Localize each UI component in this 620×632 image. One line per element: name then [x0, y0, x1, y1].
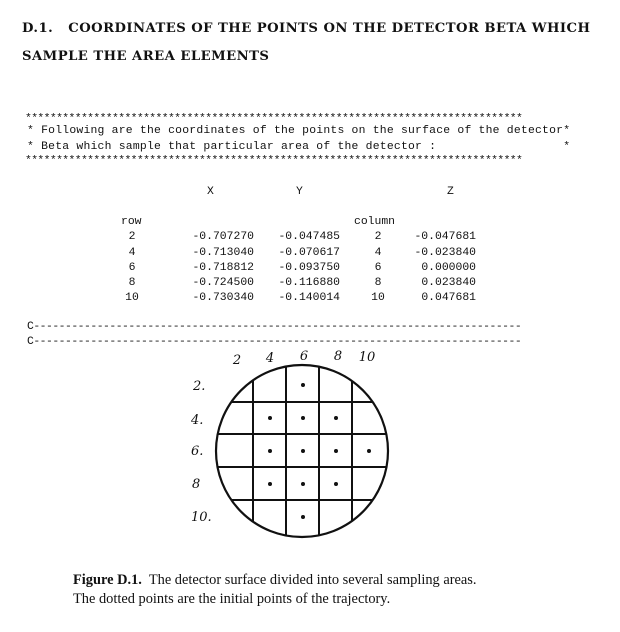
figure-row-label: 2.: [193, 379, 206, 394]
sampling-point: [334, 449, 338, 453]
z-value: 0.000000: [421, 262, 476, 274]
row-index: 2: [128, 231, 136, 243]
row-label-header: row: [121, 216, 142, 228]
z-value: 0.023840: [421, 277, 476, 289]
figure-caption-label: Figure D.1.: [73, 572, 142, 588]
column-header-z: Z: [447, 186, 454, 198]
row-index: 8: [128, 277, 136, 289]
figure-column-label: 4: [265, 351, 275, 366]
x-value: -0.730340: [192, 292, 254, 304]
sampling-point: [268, 449, 272, 453]
y-value: -0.047485: [278, 231, 340, 243]
row-index: 6: [128, 262, 136, 274]
y-value: -0.093750: [278, 262, 340, 274]
comment-line: C-----------------------------------------------------------------------------: [27, 336, 522, 348]
banner-text-line2: * Beta which sample that particular area of the detector : *: [27, 141, 571, 153]
section-number: D.1.: [22, 21, 54, 36]
sampling-point: [301, 515, 305, 519]
y-value: -0.140014: [278, 292, 340, 304]
figure-column-label: 6: [299, 349, 309, 364]
figure-caption-line1: [73, 572, 476, 589]
figure-row-label: 6.: [191, 444, 204, 459]
banner-star-line-top: ********************************************************************************: [25, 113, 523, 125]
x-value: -0.713040: [192, 247, 254, 259]
column-index: 10: [371, 292, 385, 304]
sampling-point: [301, 416, 305, 420]
sampling-point: [334, 482, 338, 486]
column-header-y: Y: [296, 186, 303, 198]
x-value: -0.718812: [192, 262, 254, 274]
sampling-point: [367, 449, 371, 453]
figure-caption-line2: The dotted points are the initial points of the trajectory.: [73, 591, 391, 607]
banner-star-line-bottom: ********************************************************************************: [25, 155, 523, 167]
column-label-header: column: [354, 216, 396, 228]
figure-row-label: 8: [192, 477, 201, 492]
column-index: 8: [374, 277, 382, 289]
z-value: 0.047681: [421, 292, 476, 304]
y-value: -0.070617: [278, 247, 340, 259]
figure-row-label: 4.: [191, 413, 204, 428]
row-index: 10: [125, 292, 139, 304]
figure-column-label: 10: [358, 350, 376, 365]
sampling-point: [268, 416, 272, 420]
banner-text-line1: * Following are the coordinates of the points on the surface of the detector*: [27, 125, 571, 137]
z-value: -0.047681: [414, 231, 476, 243]
section-title-line1: COORDINATES OF THE POINTS ON THE DETECTOR BETA WHICH: [68, 21, 591, 36]
column-index: 4: [374, 247, 382, 259]
sampling-point: [301, 383, 305, 387]
x-value: -0.707270: [192, 231, 254, 243]
sampling-point: [334, 416, 338, 420]
comment-line: C-----------------------------------------------------------------------------: [27, 321, 522, 333]
section-title-line2: SAMPLE THE AREA ELEMENTS: [22, 49, 270, 64]
row-index: 4: [128, 247, 136, 259]
column-header-x: X: [207, 186, 214, 198]
figure-column-label: 8: [333, 349, 343, 364]
figure-row-label: 10.: [191, 510, 212, 525]
figure-caption-text: The detector surface divided into several sampling areas.: [148, 572, 477, 588]
column-index: 2: [374, 231, 382, 243]
column-index: 6: [374, 262, 382, 274]
x-value: -0.724500: [192, 277, 254, 289]
figure-column-label: 2: [232, 353, 242, 368]
sampling-point: [301, 449, 305, 453]
sampling-point: [301, 482, 305, 486]
y-value: -0.116880: [278, 277, 340, 289]
sampling-point: [268, 482, 272, 486]
z-value: -0.023840: [414, 247, 476, 259]
